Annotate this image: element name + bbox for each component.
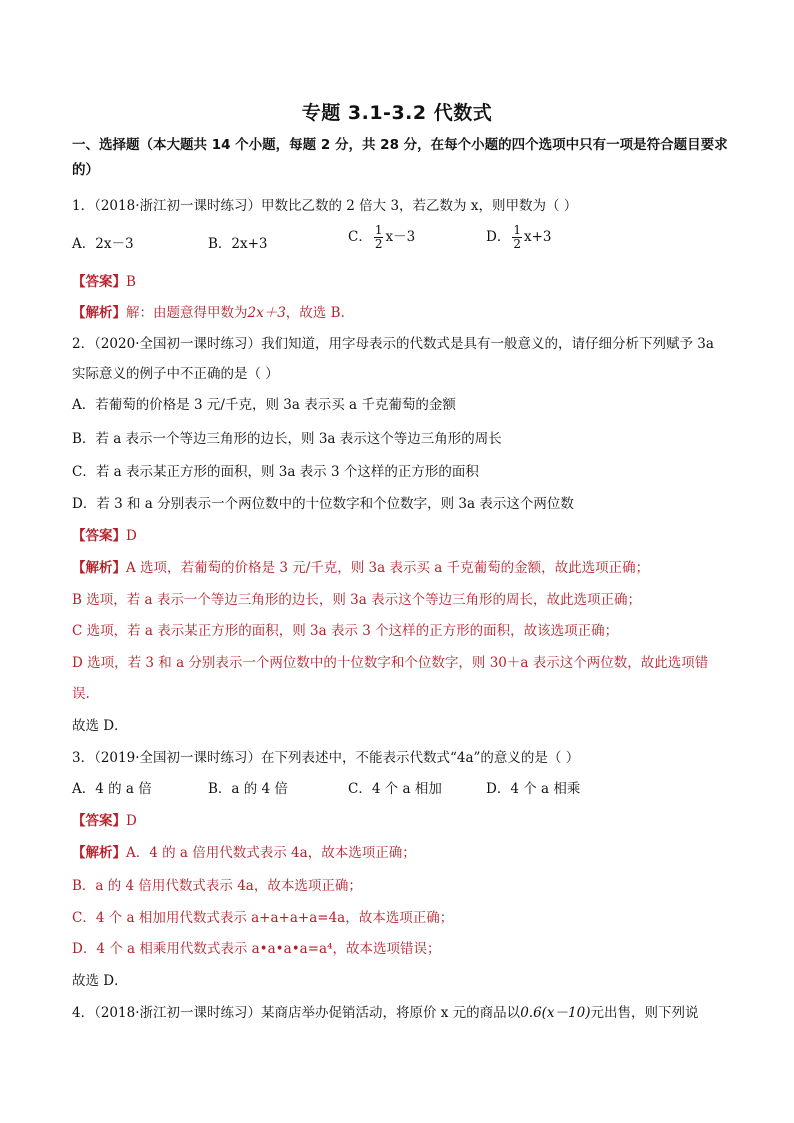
q2-analysis-b: B 选项，若 a 表示一个等边三角形的边长，则 3a 表示这个等边三角形的周长，故此选项正确； [72,592,642,608]
q1-analysis-pre: 解：由题意得甲数为 [126,305,248,321]
q1-stem: 1．（2018·浙江初一课时练习）甲数比乙数的 2 倍大 3，若乙数为 x，则甲数为（ ） [72,198,578,214]
q1-option-d-denominator: 2 [513,237,521,251]
q3-answer [72,811,137,831]
q4-stem-pre: 4．（2018·浙江初一课时练习）某商店举办促销活动，将原价 x 元的商品以 [72,1005,521,1021]
q3-analysis-d: D．4 个 a 相乘用代数式表示 a•a•a•a=a⁴，故本选项错误； [72,941,441,957]
q4-stem-post: 元出售，则下列说 [590,1005,699,1021]
q2-answer-value: D [126,528,137,544]
section-header: 一、选择题（本大题共 14 个小题，每题 2 分，共 28 分，在每个小题的四个选项中只有一项是符合题目要求的） [72,137,728,178]
q3-option-b: B．a 的 4 倍 [208,781,288,797]
q2-option-a: A．若葡萄的价格是 3 元/千克，则 3a 表示买 a 千克葡萄的金额 [72,397,456,413]
q1-option-c [348,224,415,251]
q2-stem-line2: 实际意义的例子中不正确的是（ ） [72,366,279,382]
q1-option-d-numerator: 1 [513,223,521,237]
q1-option-d-prefix: D． [486,229,511,245]
q3-option-c: C．4 个 a 相加 [348,781,442,797]
q2-option-c: C．若 a 表示某正方形的面积，则 3a 表示 3 个这样的正方形的面积 [72,464,479,480]
q1-option-c-prefix: C． [348,229,372,245]
q1-analysis [72,303,345,323]
q1-option-d-fraction [512,224,522,251]
page-title: 专题 3.1-3.2 代数式 [301,102,493,124]
analysis-label: 【解析】 [72,560,126,576]
q3-analysis-a: A．4 的 a 倍用代数式表示 4a，故本选项正确； [126,845,416,861]
q3-analysis-c: C．4 个 a 相加用代数式表示 a+a+a+a=4a，故本选项正确； [72,910,454,926]
q2-conclusion: 故选 D． [72,718,128,734]
q1-answer [72,272,136,292]
q2-answer [72,526,137,546]
q1-option-b: B．2x+3 [208,236,268,252]
answer-label: 【答案】 [72,528,126,544]
q1-analysis-post: ，故选 B. [285,305,345,321]
answer-label: 【答案】 [72,813,126,829]
q2-stem-line1: 2．（2020·全国初一课时练习）我们知道，用字母表示的代数式是具有一般意义的，请仔细分析下列赋予 3a [72,336,714,352]
q4-stem-math: 0.6(x－10) [520,1005,591,1021]
analysis-label: 【解析】 [72,845,126,861]
q3-analysis-b: B．a 的 4 倍用代数式表示 4a，故本选项正确； [72,878,362,894]
q3-stem: 3．（2019·全国初一课时练习）在下列表述中，不能表示代数式“4a”的意义的是（ ） [72,750,580,766]
q1-option-d [486,224,551,251]
q2-option-d: D．若 3 和 a 分别表示一个两位数中的十位数字和个位数字，则 3a 表示这个两位数 [72,496,574,512]
q2-option-b: B．若 a 表示一个等边三角形的边长，则 3a 表示这个等边三角形的周长 [72,431,502,447]
answer-label: 【答案】 [72,274,126,290]
q2-analysis-d-cont: 误. [72,686,90,702]
q2-analysis-a: A 选项，若葡萄的价格是 3 元/千克，则 3a 表示买 a 千克葡萄的金额，故此选项正确； [126,560,650,576]
q1-option-c-denominator: 2 [374,237,383,251]
q4-stem [72,1003,698,1023]
q1-option-d-suffix: x+3 [523,229,552,245]
q3-analysis-line1 [72,843,416,863]
q3-conclusion: 故选 D． [72,973,128,989]
q2-analysis-d: D 选项，若 3 和 a 分别表示一个两位数中的十位数字和个位数字，则 30＋a 表示这个两位数，故此选项错 [72,655,709,671]
q1-option-c-suffix: x－3 [385,229,416,245]
q3-option-d: D．4 个 a 相乘 [486,781,581,797]
q3-option-a: A．4 的 a 倍 [72,781,152,797]
q1-answer-value: B [126,274,136,290]
analysis-label: 【解析】 [72,305,126,321]
q2-analysis-c: C 选项，若 a 表示某正方形的面积，则 3a 表示 3 个这样的正方形的面积，故该选项正确； [72,623,619,639]
q1-option-c-numerator: 1 [374,223,383,237]
q1-analysis-math: 2x＋3 [247,305,286,321]
q1-option-c-fraction [374,224,384,251]
q1-option-a: A．2x－3 [72,236,134,252]
q3-answer-value: D [126,813,137,829]
q2-analysis-line1 [72,558,649,578]
